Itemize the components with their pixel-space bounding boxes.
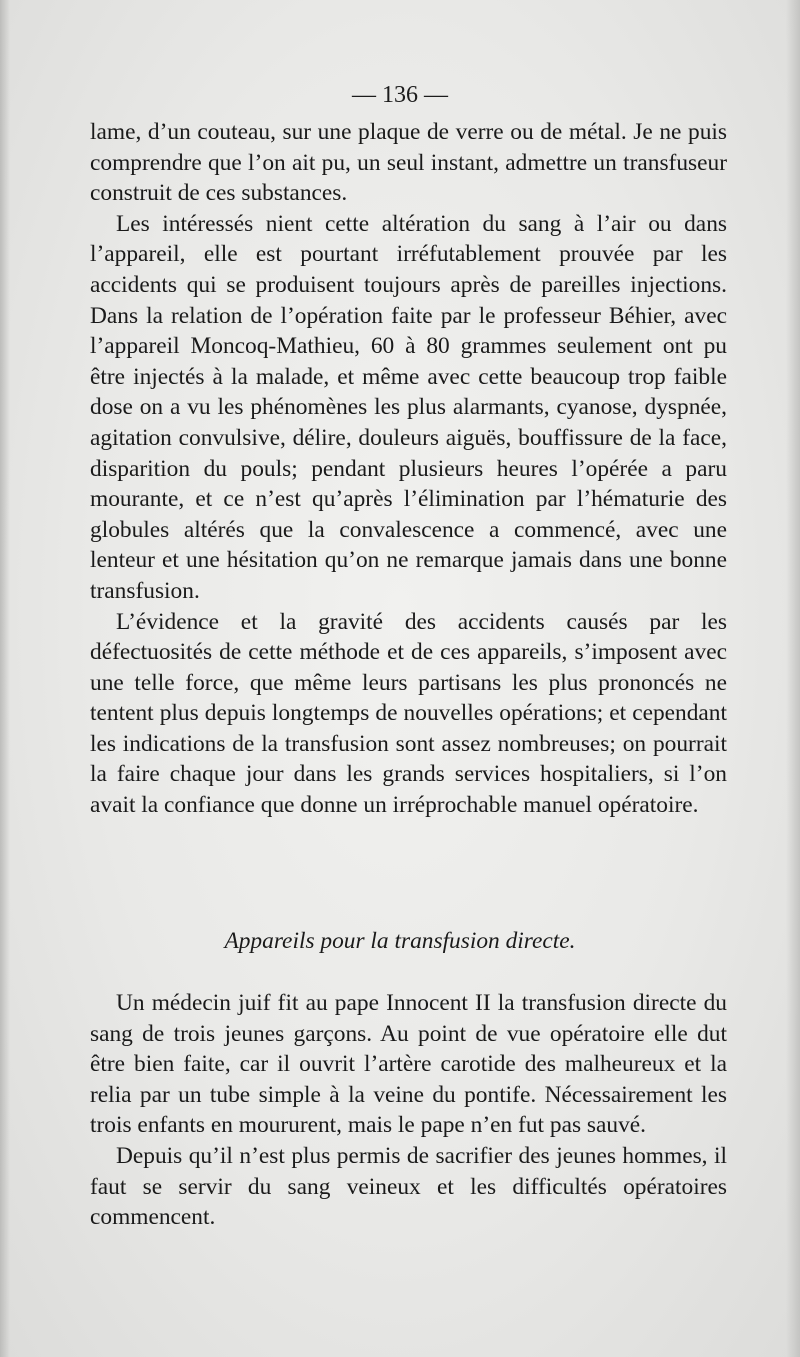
- paragraph: Les intéressés nient cette altération du sang à l’air ou dans l’appareil, elle est pourtant irréfutablement prouvée par les accidents qui se produisent toujours après de pareilles injections. Dans la relation de l’opération faite par le professeur Béhier, avec l’appareil Moncoq-Mathieu, 60 à 80 grammes seulement ont pu être injectés à la malade, et même avec cette beaucoup trop faible dose on a vu les phénomènes les plus alarmants, cyanose, dyspnée, agitation convulsive, délire, douleurs aiguës, bouffissure de la face, disparition du pouls; pendant plusieurs heures l’opérée a paru mourante, et ce n’est qu’après l’élimination par l’hématurie des globules altérés que la convalescence a commencé, avec une lenteur et une hésitation qu’on ne remarque jamais dans une bonne transfusion.: [90, 210, 727, 604]
- text-block-top: [90, 117, 727, 821]
- page-edge-shadow-right: [786, 0, 800, 1357]
- paragraph: L’évidence et la gravité des accidents causés par les défectuosités de cette méthode et de ces appareils, s’imposent avec une telle force, que même leurs partisans les plus prononcés ne tentent plus depuis longtemps de nouvelles opérations; et cependant les indications de la transfusion sont assez nombreuses; on pourrait la faire chaque jour dans les grands services hospitaliers, si l’on avait la confiance que donne un irréprochable manuel opératoire.: [90, 608, 727, 819]
- page-edge-shadow-left: [0, 0, 10, 1357]
- paragraph: Un médecin juif fit au pape Innocent II la transfusion directe du sang de trois jeunes garçons. Au point de vue opératoire elle dut être bien faite, car il ouvrit l’artère carotide des malheureux et la relia par un tube simple à la veine du pontife. Nécessairement les trois enfants en moururent, mais le pape n’en fut pas sauvé.: [90, 990, 727, 1139]
- section-heading: Appareils pour la transfusion directe.: [224, 928, 576, 954]
- text-block-bottom: [90, 988, 727, 1233]
- paragraph: lame, d’un couteau, sur une plaque de verre ou de métal. Je ne puis comprendre que l’on ait pu, un seul instant, admettre un transfuseur construit de ces substances.: [90, 119, 727, 207]
- page-number: — 136 —: [352, 82, 448, 108]
- paragraph: Depuis qu’il n’est plus permis de sacrifier des jeunes hommes, il faut se servir du sang veineux et les difficultés opératoires commencent.: [90, 1142, 727, 1231]
